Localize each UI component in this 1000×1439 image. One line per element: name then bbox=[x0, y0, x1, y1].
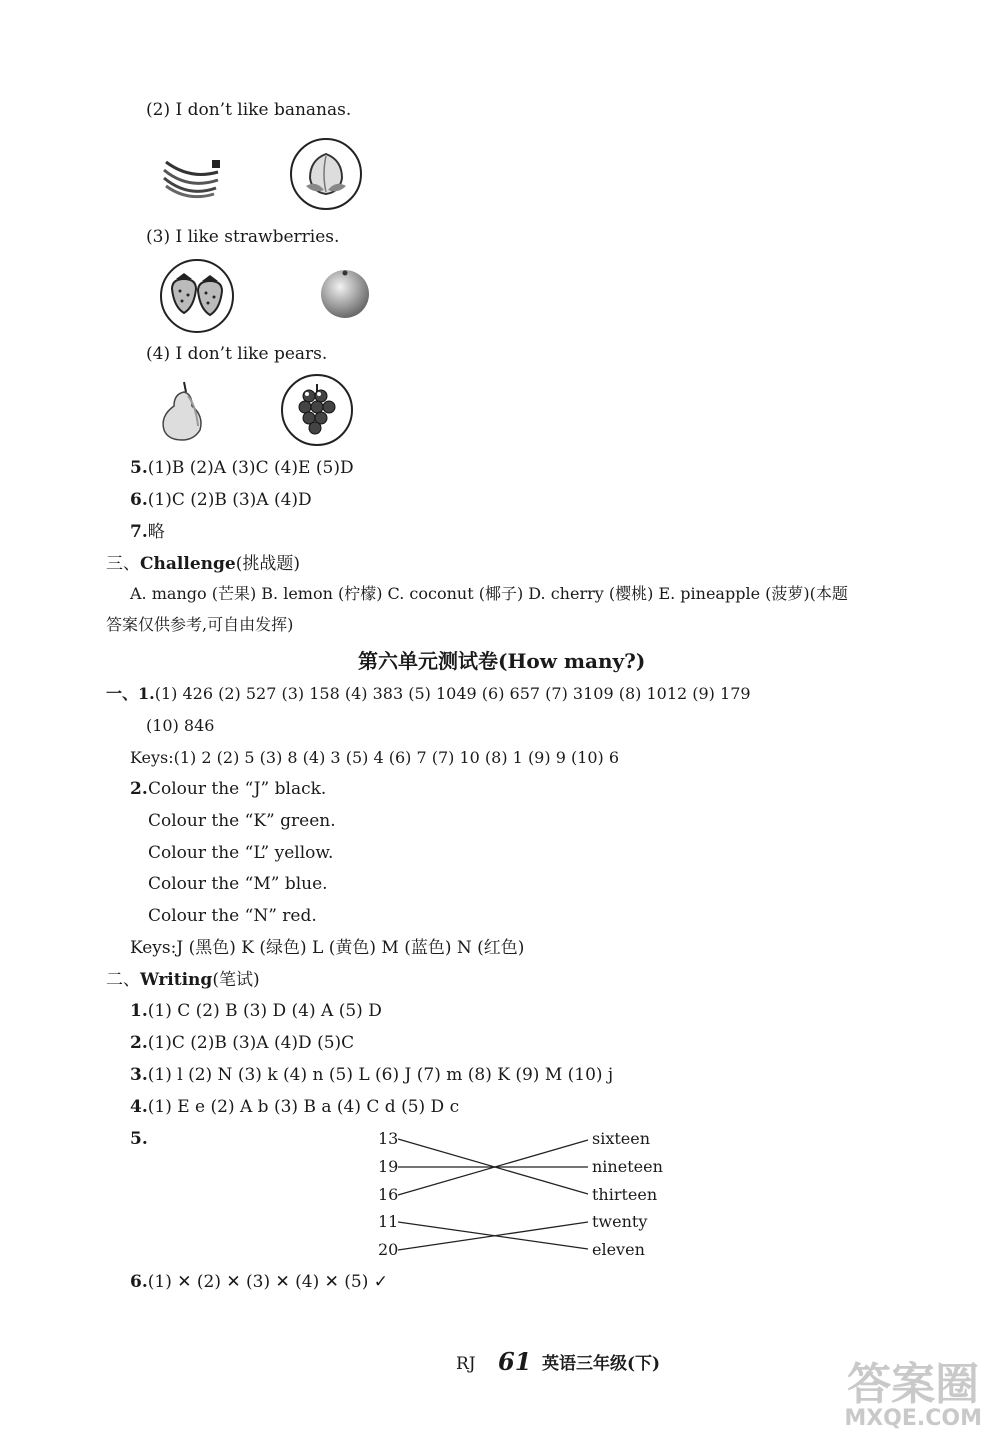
unit-title: 第六单元测试卷(How many?) bbox=[358, 649, 646, 673]
footer-subject: 英语三年级(下) bbox=[542, 1354, 661, 1374]
colour-line: Colour the “M” blue. bbox=[148, 874, 328, 894]
keys-2: Keys:J (黑色) K (绿色) L (黄色) M (蓝色) N (红色) bbox=[130, 938, 525, 958]
colour-line: Colour the “J” black. bbox=[148, 779, 327, 799]
footer-code: RJ bbox=[456, 1354, 476, 1374]
colour-line: Colour the “N” red. bbox=[148, 906, 317, 926]
sentence-2: (2) I don’t like bananas. bbox=[146, 100, 352, 120]
colour-line: Colour the “K” green. bbox=[148, 811, 336, 831]
challenge-line-2: 答案仅供参考,可自由发挥) bbox=[106, 615, 294, 634]
writing-5-number: 5. bbox=[130, 1129, 148, 1149]
writing-3: 3.(1) l (2) N (3) k (4) n (5) L (6) J (7) m (8) K (9) M (10) j bbox=[130, 1065, 614, 1085]
match-right-item: eleven bbox=[592, 1240, 645, 1259]
match-left-item: 16 bbox=[378, 1185, 399, 1204]
question-6: 6.(1)C (2)B (3)A (4)D bbox=[130, 490, 312, 510]
sentence-4: (4) I don’t like pears. bbox=[146, 344, 328, 364]
keys-1: Keys:(1) 2 (2) 5 (3) 8 (4) 3 (5) 4 (6) 7 (7) 10 (8) 1 (9) 9 (10) 6 bbox=[130, 748, 620, 767]
match-right-item: thirteen bbox=[592, 1185, 658, 1204]
writing-2: 2.(1)C (2)B (3)A (4)D (5)C bbox=[130, 1033, 355, 1053]
writing-1: 1.(1) C (2) B (3) D (4) A (5) D bbox=[130, 1001, 382, 1021]
watermark: 答案圈 MXQE.COM bbox=[844, 1358, 982, 1431]
match-left-item: 13 bbox=[378, 1129, 399, 1148]
match-right-item: nineteen bbox=[592, 1157, 663, 1176]
section-1-q1: 一、1.(1) 426 (2) 527 (3) 158 (4) 383 (5) 1049 (6) 657 (7) 3109 (8) 1012 (9) 179 bbox=[106, 684, 751, 703]
writing-heading: 二、Writing(笔试) bbox=[106, 970, 260, 990]
challenge-line-1: A. mango (芒果) B. lemon (柠檬) C. coconut (椰子) D. cherry (樱桃) E. pineapple (菠萝)(本题 bbox=[130, 584, 848, 603]
question-5: 5.(1)B (2)A (3)C (4)E (5)D bbox=[130, 458, 354, 478]
colour-line: Colour the “L” yellow. bbox=[148, 843, 334, 863]
q1-line-2: (10) 846 bbox=[146, 716, 215, 735]
q2-number: 2. bbox=[130, 779, 148, 799]
challenge-heading: 三、Challenge(挑战题) bbox=[106, 554, 300, 574]
match-left-item: 11 bbox=[378, 1212, 399, 1231]
question-7: 7.略 bbox=[130, 522, 165, 542]
match-left-item: 20 bbox=[378, 1240, 399, 1259]
match-right-item: sixteen bbox=[592, 1129, 651, 1148]
match-right-item: twenty bbox=[592, 1212, 648, 1231]
writing-4: 4.(1) E e (2) A b (3) B a (4) C d (5) D c bbox=[130, 1097, 460, 1117]
page-number: 61 bbox=[498, 1347, 532, 1376]
writing-6: 6.(1) ✕ (2) ✕ (3) ✕ (4) ✕ (5) ✓ bbox=[130, 1272, 389, 1292]
match-left-item: 19 bbox=[378, 1157, 399, 1176]
sentence-3: (3) I like strawberries. bbox=[146, 227, 340, 247]
